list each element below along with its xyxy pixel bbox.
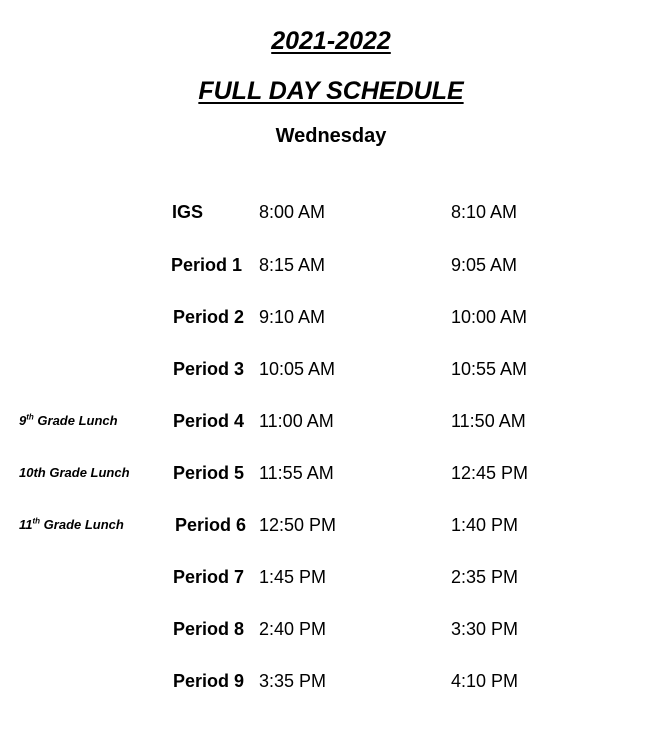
period-label: Period 8 [173, 619, 245, 639]
period-label: Period 3 [173, 359, 245, 379]
schedule-row-period-2 [0, 305, 662, 329]
end-time: 12:45 PM [451, 463, 529, 483]
schedule-day: Wednesday [275, 125, 387, 147]
start-time: 9:10 AM [259, 307, 326, 327]
period-label: IGS [172, 202, 204, 222]
start-time: 11:00 AM [259, 411, 334, 431]
start-time: 8:15 AM [259, 255, 326, 275]
schedule-row-period-5 [0, 461, 662, 485]
end-time: 10:55 AM [451, 359, 528, 379]
schedule-row-igs [0, 200, 662, 224]
schedule-row-period-7 [0, 565, 662, 589]
end-time: 8:10 AM [451, 202, 518, 222]
period-label: Period 1 [171, 255, 243, 275]
period-label: Period 5 [173, 463, 245, 483]
end-time: 9:05 AM [451, 255, 518, 275]
schedule-row-period-8 [0, 617, 662, 641]
schedule-row-period-3 [0, 357, 662, 381]
start-time: 3:35 PM [259, 671, 327, 691]
schedule-title: FULL DAY SCHEDULE [198, 77, 464, 105]
schedule-year-title: 2021-2022 [271, 27, 391, 55]
end-time: 2:35 PM [451, 567, 519, 587]
start-time: 11:55 AM [259, 463, 334, 483]
start-time: 2:40 PM [259, 619, 327, 639]
period-label: Period 6 [175, 515, 247, 535]
end-time: 4:10 PM [451, 671, 519, 691]
lunch-label: 11th Grade Lunch [19, 516, 124, 532]
period-label: Period 9 [173, 671, 245, 691]
start-time: 10:05 AM [259, 359, 336, 379]
schedule-row-period-6 [0, 513, 662, 537]
end-time: 3:30 PM [451, 619, 519, 639]
schedule-row-period-1 [0, 253, 662, 277]
period-label: Period 7 [173, 567, 245, 587]
start-time: 12:50 PM [259, 515, 337, 535]
period-label: Period 2 [173, 307, 245, 327]
end-time: 10:00 AM [451, 307, 528, 327]
period-label: Period 4 [173, 411, 245, 431]
schedule-row-period-4 [0, 409, 662, 433]
lunch-label: 9th Grade Lunch [19, 412, 118, 428]
end-time: 11:50 AM [451, 411, 526, 431]
start-time: 8:00 AM [259, 202, 326, 222]
start-time: 1:45 PM [259, 567, 327, 587]
schedule-row-period-9 [0, 669, 662, 693]
end-time: 1:40 PM [451, 515, 519, 535]
lunch-label: 10th Grade Lunch [19, 465, 130, 480]
